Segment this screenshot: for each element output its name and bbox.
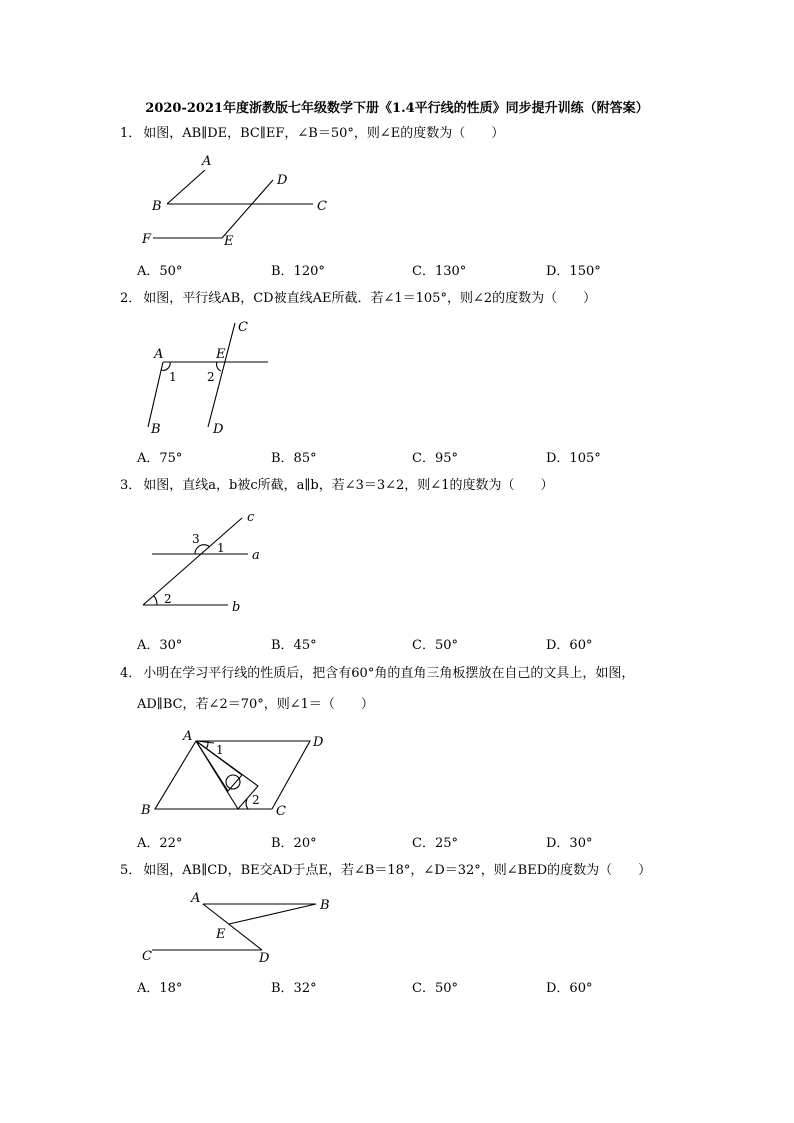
q1-segment-ed	[222, 180, 273, 238]
q4-option-b[interactable]: B．20°	[271, 836, 317, 851]
q2-label-angle-1: 1	[169, 370, 177, 384]
q3-option-d[interactable]: D．60°	[546, 638, 593, 653]
q5-option-c[interactable]: C．50°	[412, 981, 458, 996]
q5-label-a: A	[191, 891, 201, 906]
q5-label-b: B	[320, 898, 330, 913]
question-5-text	[120, 863, 651, 879]
q1-option-b[interactable]: B．120°	[271, 264, 325, 279]
q5-label-d: D	[259, 951, 270, 966]
q4-option-a[interactable]: A．22°	[137, 836, 183, 851]
q2-option-a[interactable]: A．75°	[137, 451, 183, 466]
question-4-number: 4．	[120, 666, 142, 681]
q2-label-e: E	[216, 347, 226, 362]
q4-label-c: C	[276, 804, 286, 819]
q5-segment-be	[229, 904, 316, 924]
q1-label-f: F	[142, 232, 152, 247]
q2-label-angle-2: 2	[207, 370, 215, 384]
q3-angle-2-arc	[154, 596, 157, 605]
q3-label-angle-2: 2	[164, 592, 172, 606]
question-3-number: 3．	[120, 478, 142, 493]
q3-option-c[interactable]: C．50°	[412, 638, 458, 653]
question-2-text	[120, 291, 596, 307]
q4-option-c[interactable]: C．25°	[412, 836, 458, 851]
q3-label-a: a	[252, 548, 260, 563]
question-2-number: 2．	[120, 291, 142, 306]
question-2-stem: 如图，平行线AB，CD被直线AE所截．若∠1＝105°，则∠2的度数为（ ）	[143, 291, 597, 306]
q3-label-b: b	[232, 600, 241, 615]
question-1-number: 1．	[120, 126, 142, 141]
question-4-figure	[0, 725, 794, 825]
q1-label-d: D	[277, 173, 288, 188]
question-3-stem: 如图，直线a，b被c所截，a∥b，若∠3＝3∠2，则∠1的度数为（ ）	[143, 478, 554, 493]
q2-label-b: B	[151, 422, 161, 437]
q1-label-b: B	[152, 199, 162, 214]
q2-line-ab	[148, 362, 163, 427]
q4-triangle-hole	[226, 775, 240, 789]
q1-option-c[interactable]: C．130°	[412, 264, 467, 279]
q3-option-a[interactable]: A．30°	[137, 638, 183, 653]
q1-label-c: C	[317, 199, 327, 214]
q2-option-d[interactable]: D．105°	[546, 451, 601, 466]
question-5-figure	[0, 890, 794, 970]
question-4-stem: 小明在学习平行线的性质后，把含有60°角的直角三角板摆放在自己的文具上，如图，	[143, 666, 635, 681]
q4-label-angle-2: 2	[252, 793, 260, 807]
q4-option-d[interactable]: D．30°	[546, 836, 593, 851]
q1-label-a: A	[202, 154, 212, 169]
q5-label-c: C	[142, 949, 152, 964]
q5-option-b[interactable]: B．32°	[271, 981, 317, 996]
question-5-stem: 如图，AB∥CD，BE交AD于点E，若∠B＝18°，∠D＝32°，则∠BED的度数为（ ）	[143, 863, 652, 878]
q4-angle-2-arc	[246, 799, 248, 809]
q4-label-angle-1: 1	[216, 743, 224, 757]
question-3-figure	[0, 505, 794, 615]
q2-angle-2-arc	[217, 362, 221, 371]
q4-label-a: A	[183, 729, 193, 744]
q1-option-d[interactable]: D．150°	[546, 264, 601, 279]
q1-option-a[interactable]: A．50°	[137, 264, 183, 279]
q4-label-d: D	[313, 735, 324, 750]
q5-option-d[interactable]: D．60°	[546, 981, 593, 996]
q3-label-angle-3: 3	[192, 532, 200, 546]
q1-label-e: E	[224, 234, 234, 249]
question-5-number: 5．	[120, 863, 142, 878]
question-1-figure	[0, 150, 794, 250]
question-4-text	[120, 666, 634, 682]
question-4-stem-line-2: AD∥BC，若∠2＝70°，则∠1＝（ ）	[137, 697, 374, 712]
q4-triangle-ruler	[196, 741, 258, 809]
q4-label-b: B	[141, 803, 151, 818]
q2-label-a: A	[154, 347, 164, 362]
q3-label-angle-1: 1	[217, 541, 225, 555]
q2-label-d: D	[213, 422, 224, 437]
question-2-figure	[0, 315, 794, 435]
question-3-text	[120, 478, 553, 494]
q3-label-c: c	[247, 510, 255, 525]
q5-option-a[interactable]: A．18°	[137, 981, 183, 996]
page-title: 2020-2021年度浙教版七年级数学下册《1.4平行线的性质》同步提升训练（附答案）	[145, 101, 649, 116]
q3-option-b[interactable]: B．45°	[271, 638, 317, 653]
question-1-text	[120, 126, 504, 142]
q2-option-b[interactable]: B．85°	[271, 451, 317, 466]
q2-label-c: C	[238, 320, 248, 335]
question-1-stem: 如图，AB∥DE，BC∥EF，∠B＝50°，则∠E的度数为（ ）	[143, 126, 505, 141]
q5-label-e: E	[216, 927, 226, 942]
q1-segment-ab	[167, 170, 205, 204]
q2-option-c[interactable]: C．95°	[412, 451, 458, 466]
q5-segment-ad	[203, 904, 262, 950]
